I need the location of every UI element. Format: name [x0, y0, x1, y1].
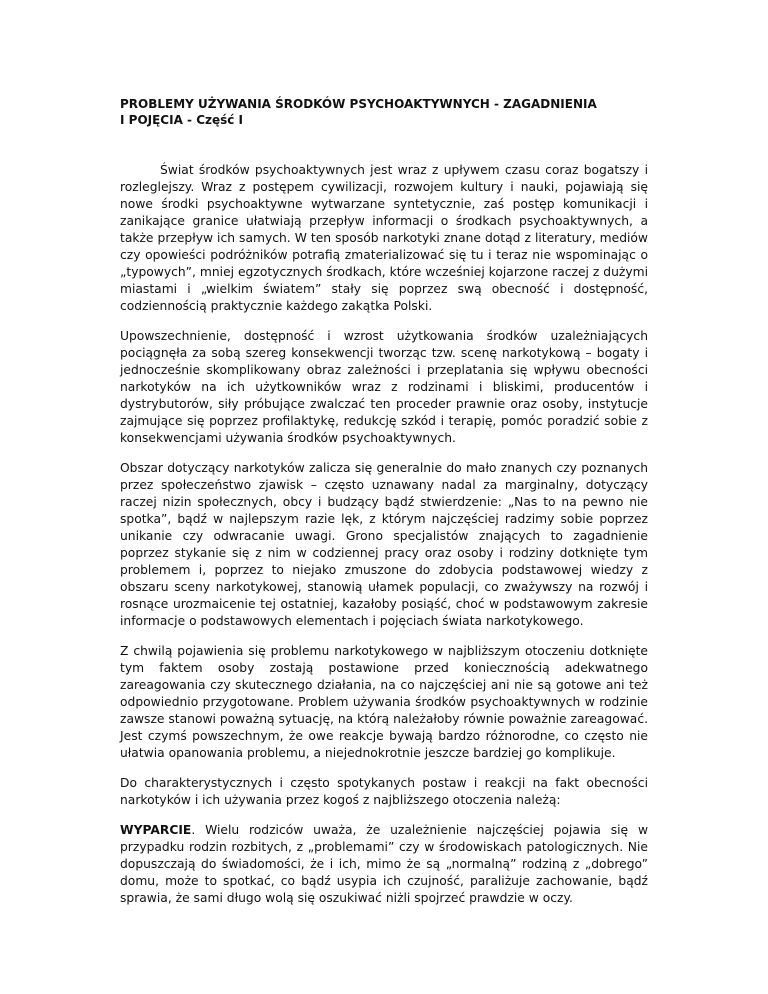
paragraph-6	[120, 822, 648, 907]
paragraph-6-text: . Wielu rodziców uważa, że uzależnienie najczęściej pojawia się w przypadku rodzin rozbitych, z „problemami” czy w środowiskach patologicznych. Nie dopuszczają do świadomości, że i ich, mimo że są „normalną” rodziną z „dobrego” domu, może to spotkać, co bądź usypia ich czujność, paraliżuje zachowanie, bądź sprawia, że sami długo wolą się oszukiwać niżli spojrzeć prawdzie w oczy.	[120, 823, 648, 905]
title-line-1: PROBLEMY UŻYWANIA ŚRODKÓW PSYCHOAKTYWNYCH - ZAGADNIENIA	[120, 97, 597, 111]
paragraph-1: Świat środków psychoaktywnych jest wraz z upływem czasu coraz bogatszy i rozleglejszy. Wraz z postępem cywilizacji, rozwojem kultury i nauki, pojawiają się nowe środki psychoaktywne wytwarzane syntetycznie, zaś postęp komunikacji i zanikające granice ułatwiają przepływ informacji o środkach psychoaktywnych, a także przepływ ich samych. W ten sposób narkotyki znane dotąd z literatury, mediów czy opowieści podróżników potrafią zmaterializować się tu i teraz nie wspominając o „typowych”, mniej egzotycznych środkach, które wcześniej kojarzone raczej z dużymi miastami i „wielkim światem” stały się poprzez swą obecność i dostępność, codziennością praktycznie każdego zakątka Polski.	[120, 163, 648, 313]
document-title	[120, 96, 648, 128]
title-line-2: I POJĘCIA - Część I	[120, 113, 244, 127]
document-page	[120, 96, 648, 920]
paragraph-5: Do charakterystycznych i często spotykanych postaw i reakcji na fakt obecności narkotyków i ich używania przez kogoś z najbliższego otoczenia należą:	[120, 776, 648, 807]
paragraph-6-lead: WYPARCIE	[120, 823, 192, 837]
paragraph-2: Upowszechnienie, dostępność i wzrost użytkowania środków uzależniających pociągnęła za sobą szereg konsekwencji tworząc tzw. scenę narkotykową – bogaty i jednocześnie skomplikowany obraz zależności i przeplatania się wpływu obecności narkotyków na ich użytkowników wraz z rodzinami i bliskimi, producentów i dystrybutorów, siły próbujące zwalczać ten proceder prawnie oraz osoby, instytucje zajmujące się poprzez profilaktykę, redukcję szkód i terapię, pomóc poradzić sobie z konsekwencjami używania środków psychoaktywnych.	[120, 329, 648, 445]
paragraph-3: Obszar dotyczący narkotyków zalicza się generalnie do mało znanych czy poznanych przez społeczeństwo zjawisk – często uznawany nadal za marginalny, dotyczący raczej nizin społecznych, obcy i budzący bądź stwierdzenie: „Nas to na pewno nie spotka”, bądź w najlepszym razie lęk, z którym najczęściej radzimy sobie poprzez unikanie czy odwracanie uwagi. Grono specjalistów znających to zagadnienie poprzez stykanie się z nim w codziennej pracy oraz osoby i rodziny dotknięte tym problemem i, poprzez to niejako zmuszone do zdobycia podstawowej wiedzy z obszaru sceny narkotykowej, stanowią ułamek populacji, co zważywszy na rozwój i rosnące urozmaicenie tej ostatniej, kazałoby posiąść, choć w podstawowym zakresie informacje o podstawowych elementach i pojęciach świata narkotykowego.	[120, 461, 648, 628]
paragraph-4: Z chwilą pojawienia się problemu narkotykowego w najbliższym otoczeniu dotknięte tym faktem osoby zostają postawione przed koniecznością adekwatnego zareagowania czy skutecznego działania, na co najczęściej ani nie są gotowe ani też odpowiednio przygotowane. Problem używania środków psychoaktywnych w rodzinie zawsze stanowi poważną sytuację, na którą należałoby równie poważnie zareagować. Jest czymś powszechnym, że owe reakcje bywają bardzo różnorodne, co często nie ułatwia opanowania problemu, a niejednokrotnie jeszcze bardziej go komplikuje.	[120, 644, 648, 760]
